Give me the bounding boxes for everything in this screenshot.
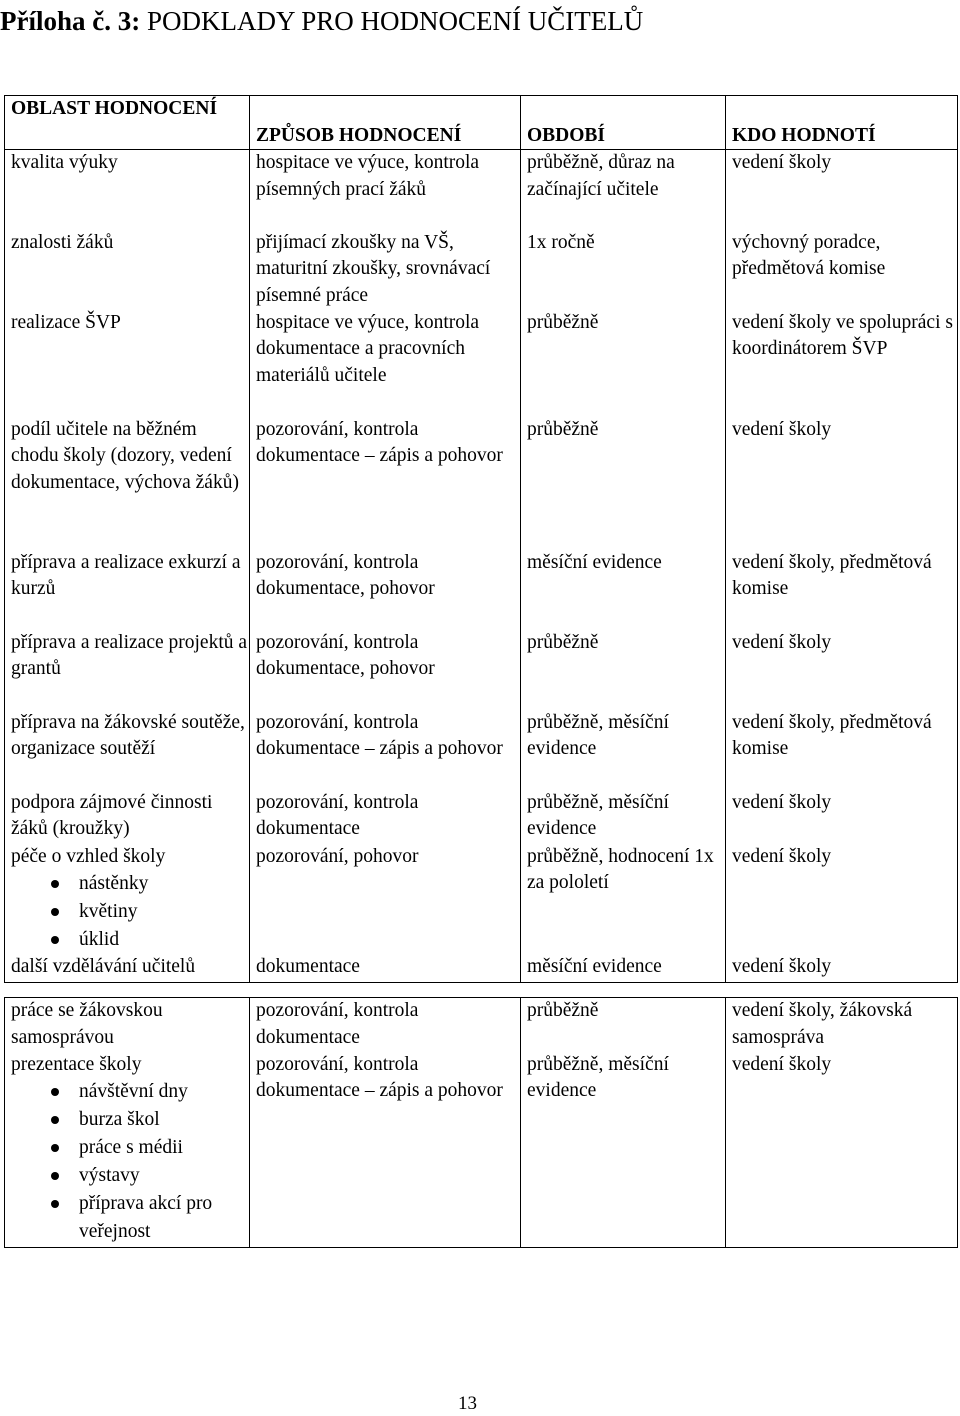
who-text: vedení školy [732, 152, 832, 173]
who-text: vedení školy [732, 418, 832, 440]
header-period: OBDOBÍ [521, 96, 726, 150]
cell-who [726, 150, 958, 230]
method-text: pozorování, kontrola dokumentace – zápis a pohovor [256, 418, 503, 466]
period-text: průběžně, důraz na začínající učitele [527, 152, 675, 200]
cell-who [726, 954, 958, 982]
evaluation-table [4, 95, 958, 983]
cell-area [5, 630, 250, 710]
method-text: pozorování, pohovor [256, 845, 419, 867]
cell-period [521, 417, 726, 550]
header-who: KDO HODNOTÍ [726, 96, 958, 150]
page-number: 13 [458, 1393, 477, 1414]
area-text: prezentace školy [11, 1053, 142, 1075]
cell-area [5, 710, 250, 790]
bullet-item: květiny [11, 898, 249, 926]
cell-area [5, 790, 250, 844]
bullet-list [11, 1078, 249, 1246]
evaluation-table-continued [4, 997, 958, 1248]
method-text: pozorování, kontrola dokumentace, pohovor [256, 631, 435, 679]
cell-period [521, 844, 726, 955]
period-text: průběžně [527, 418, 599, 440]
period-text: měsíční evidence [527, 551, 662, 573]
bullet-list [11, 870, 249, 954]
table-row [5, 710, 958, 790]
cell-period [521, 998, 726, 1052]
who-text: vedení školy [732, 631, 832, 653]
area-text: podpora zájmové činnosti žáků (kroužky) [11, 791, 213, 839]
method-text: dokumentace [256, 956, 360, 977]
bullet-item: burza škol [11, 1106, 249, 1134]
bullet-item: návštěvní dny [11, 1078, 249, 1106]
cell-area [5, 310, 250, 417]
cell-period [521, 550, 726, 630]
cell-who [726, 550, 958, 630]
method-text: pozorování, kontrola dokumentace – zápis a pohovor [256, 1053, 503, 1101]
table-row [5, 417, 958, 550]
area-text: péče o vzhled školy [11, 845, 166, 867]
cell-who [726, 417, 958, 550]
bullet-item: příprava akcí pro veřejnost [11, 1190, 249, 1246]
cell-area [5, 1052, 250, 1248]
cell-who [726, 710, 958, 790]
area-text: podíl učitele na běžném chodu školy (dozory, vedení dokumentace, výchova žáků) [11, 418, 239, 493]
page-title [0, 4, 643, 38]
table-row [5, 790, 958, 844]
who-text: vedení školy, předmětová komise [732, 551, 932, 599]
method-text: hospitace ve výuce, kontrola písemných prací žáků [256, 152, 480, 200]
cell-area [5, 550, 250, 630]
cell-method [250, 844, 521, 955]
period-text: průběžně, měsíční evidence [527, 711, 669, 759]
cell-method [250, 550, 521, 630]
cell-period [521, 790, 726, 844]
cell-method [250, 954, 521, 982]
table-row [5, 550, 958, 630]
period-text: průběžně, hodnocení 1x za pololetí [527, 845, 714, 893]
method-text: pozorování, kontrola dokumentace [256, 791, 419, 839]
cell-method [250, 998, 521, 1052]
table-row [5, 954, 958, 982]
cell-area [5, 150, 250, 230]
area-text: realizace ŠVP [11, 311, 121, 333]
cell-area [5, 230, 250, 310]
cell-who [726, 1052, 958, 1248]
period-text: průběžně [527, 311, 599, 333]
period-text: měsíční evidence [527, 956, 662, 977]
cell-method [250, 417, 521, 550]
who-text: vedení školy ve spolupráci s koordinátorem ŠVP [732, 311, 953, 359]
cell-method [250, 310, 521, 417]
cell-period [521, 150, 726, 230]
who-text: vedení školy [732, 1053, 832, 1075]
cell-period [521, 310, 726, 417]
table-row [5, 230, 958, 310]
table-row [5, 1052, 958, 1248]
cell-method [250, 630, 521, 710]
cell-method [250, 710, 521, 790]
cell-period [521, 1052, 726, 1248]
cell-method [250, 230, 521, 310]
period-text: průběžně, měsíční evidence [527, 791, 669, 839]
period-text: průběžně, měsíční evidence [527, 1053, 669, 1101]
table-row [5, 310, 958, 417]
period-text: 1x ročně [527, 231, 595, 253]
cell-who [726, 998, 958, 1052]
area-text: kvalita výuky [11, 152, 118, 173]
table-row [5, 150, 958, 230]
table-header-row [5, 96, 958, 150]
cell-area [5, 954, 250, 982]
who-text: vedení školy, žákovská samospráva [732, 1000, 913, 1048]
area-text: znalosti žáků [11, 231, 114, 253]
who-text: výchovný poradce, předmětová komise [732, 231, 886, 279]
method-text: pozorování, kontrola dokumentace – zápis a pohovor [256, 711, 503, 759]
method-text: hospitace ve výuce, kontrola dokumentace a pracovních materiálů učitele [256, 311, 480, 386]
bullet-item: výstavy [11, 1162, 249, 1190]
who-text: vedení školy, předmětová komise [732, 711, 932, 759]
header-area: OBLAST HODNOCENÍ [5, 96, 250, 150]
method-text: pozorování, kontrola dokumentace [256, 1000, 419, 1048]
period-text: průběžně [527, 1000, 599, 1021]
method-text: pozorování, kontrola dokumentace, pohovor [256, 551, 435, 599]
cell-who [726, 310, 958, 417]
cell-area [5, 417, 250, 550]
area-text: příprava na žákovské soutěže, organizace soutěží [11, 711, 245, 759]
area-text: příprava a realizace exkurzí a kurzů [11, 551, 241, 599]
who-text: vedení školy [732, 791, 832, 813]
method-text: přijímací zkoušky na VŠ, maturitní zkoušky, srovnávací písemné práce [256, 231, 491, 306]
cell-period [521, 230, 726, 310]
cell-who [726, 230, 958, 310]
bullet-item: práce s médii [11, 1134, 249, 1162]
who-text: vedení školy [732, 845, 832, 867]
header-method: ZPŮSOB HODNOCENÍ [250, 96, 521, 150]
cell-method [250, 1052, 521, 1248]
area-text: příprava a realizace projektů a grantů [11, 631, 248, 679]
cell-period [521, 630, 726, 710]
area-text: další vzdělávání učitelů [11, 956, 196, 977]
appendix-label: Příloha č. 3: [0, 6, 141, 36]
who-text: vedení školy [732, 956, 832, 977]
table-row [5, 998, 958, 1052]
cell-method [250, 150, 521, 230]
bullet-item: úklid [11, 926, 249, 954]
table-row [5, 630, 958, 710]
cell-area [5, 998, 250, 1052]
period-text: průběžně [527, 631, 599, 653]
cell-period [521, 710, 726, 790]
cell-who [726, 790, 958, 844]
cell-area [5, 844, 250, 955]
cell-who [726, 630, 958, 710]
cell-who [726, 844, 958, 955]
bullet-item: nástěnky [11, 870, 249, 898]
area-text: práce se žákovskou samosprávou [11, 1000, 163, 1048]
cell-method [250, 790, 521, 844]
table-row [5, 844, 958, 955]
title-text: PODKLADY PRO HODNOCENÍ UČITELŮ [146, 6, 644, 36]
cell-period [521, 954, 726, 982]
